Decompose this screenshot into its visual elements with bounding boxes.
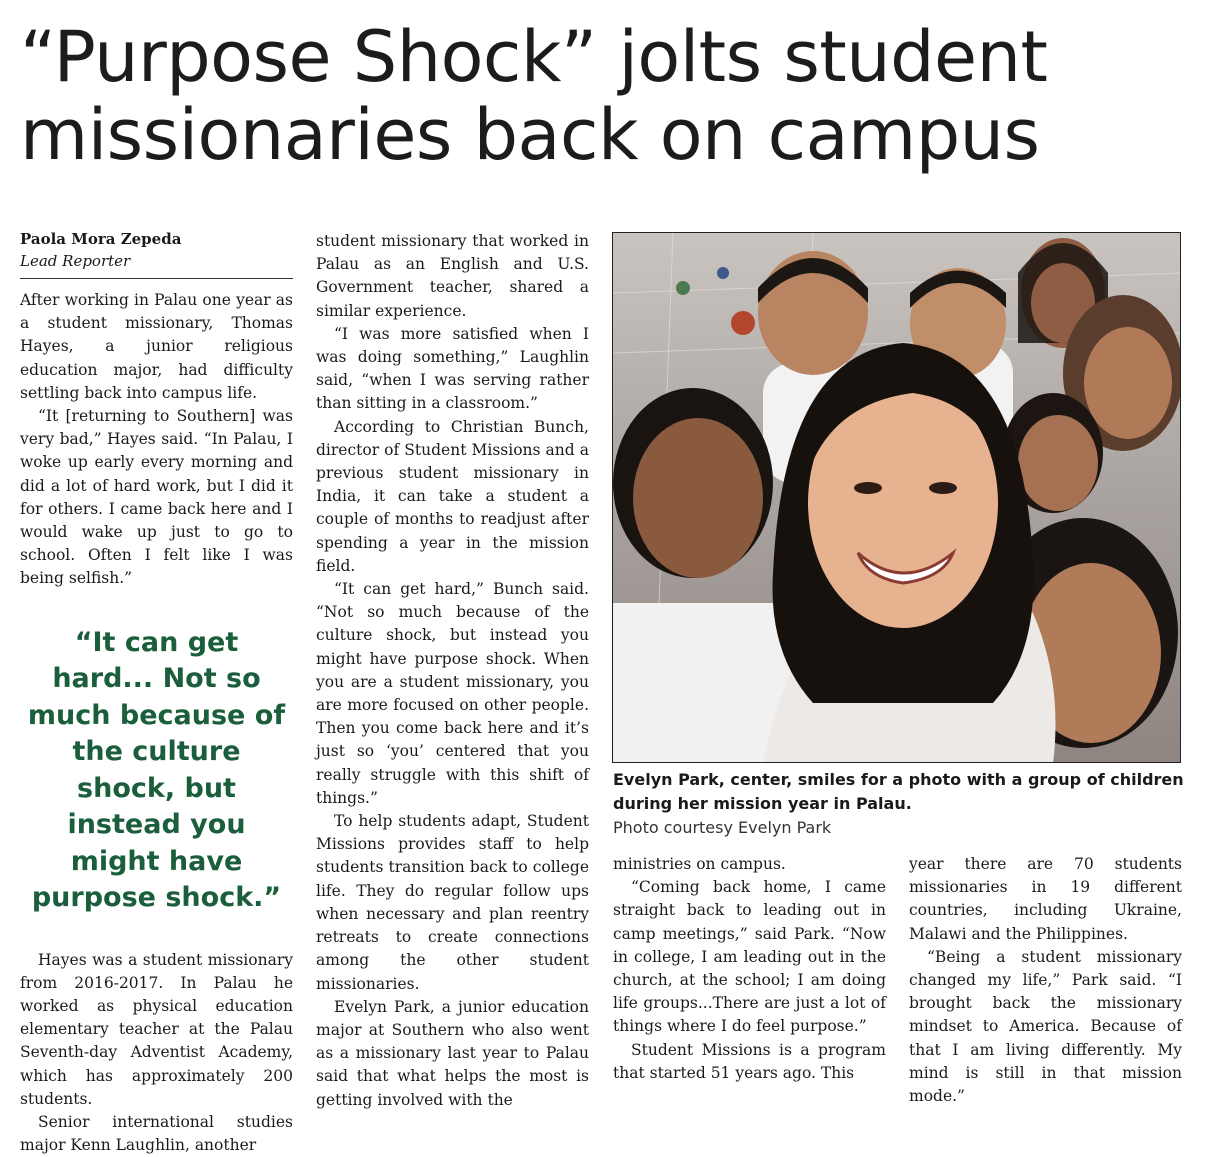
article-paragraph: year there are 70 students missionaries in 19 different countries, including Ukraine, Malawi and the Philippines. bbox=[909, 855, 1182, 943]
article-paragraph: “I was more satisfied when I was doing something,” Laughlin said, “when I was serving rather than sitting in a classroom.” bbox=[316, 324, 589, 413]
photo-caption bbox=[613, 768, 1188, 840]
article-photo bbox=[612, 232, 1181, 763]
author-name: Paola Mora Zepeda bbox=[20, 230, 182, 248]
headline: “Purpose Shock” jolts student missionaries back on campus bbox=[20, 16, 1048, 176]
article-paragraph: To help students adapt, Student Missions provides staff to help students transition back to college life. They do regular follow ups when necessary and plan reentry retreats to create connections among the other student missionaries. bbox=[316, 812, 589, 993]
column-2 bbox=[316, 230, 589, 1112]
article-paragraph: ministries on campus. bbox=[613, 855, 786, 873]
article-paragraph: “Being a student missionary changed my life,” Park said. “I brought back the missionary mindset to America. Because of that I am living differently. My mind is still in that mission mode.” bbox=[909, 947, 1182, 1106]
photo-credit: Photo courtesy Evelyn Park bbox=[613, 818, 832, 837]
article-paragraph: Student Missions is a program that started 51 years ago. This bbox=[613, 1040, 886, 1082]
author-role: Lead Reporter bbox=[20, 252, 131, 270]
article-paragraph: After working in Palau one year as a student missionary, Thomas Hayes, a junior religious education major, had difficulty settling back into campus life. bbox=[20, 291, 293, 402]
article-paragraph: Evelyn Park, a junior education major at Southern who also went as a missionary last year to Palau said that what helps the most is getting involved with the bbox=[316, 997, 589, 1109]
article-paragraph: “It can get hard,” Bunch said. “Not so much because of the culture shock, but instead you might have purpose shock. When you are a student missionary, you are more focused on other people. Then you come back here and it’s just so ‘you’ centered that you really struggle with this shift of things.” bbox=[316, 580, 589, 807]
article-paragraph: student missionary that worked in Palau as an English and U.S. Government teacher, shared a similar experience. bbox=[316, 232, 589, 320]
article-paragraph: Senior international studies major Kenn Laughlin, another bbox=[20, 1113, 293, 1155]
column-1 bbox=[20, 228, 293, 1157]
column-4 bbox=[909, 853, 1182, 1108]
pull-quote: “It can get hard... Not so much because of the culture shock, but instead you might have purpose shock.” bbox=[27, 626, 286, 914]
article-paragraph: “It [returning to Southern] was very bad,” Hayes said. “In Palau, I woke up early every morning and did a lot of hard work, but I did it for others. I came back here and I would wake up just to go to school. Often I felt like I was being selfish.” bbox=[20, 407, 293, 588]
article-paragraph: “Coming back home, I came straight back to leading out in camp meetings,” said Park. “Now in college, I am leading out in the church, at the school; I am doing life groups...There are just a lot of things where I do feel purpose.” bbox=[613, 878, 886, 1036]
article-paragraph: Hayes was a student missionary from 2016-2017. In Palau he worked as physical education elementary teacher at the Palau Seventh-day Adventist Academy, which has approximately 200 students. bbox=[20, 950, 293, 1108]
article-paragraph: According to Christian Bunch, director of Student Missions and a previous student missionary in India, it can take a student a couple of months to readjust after spending a year in the mission field. bbox=[316, 417, 589, 575]
photo-illustration bbox=[613, 233, 1181, 763]
column-3 bbox=[613, 853, 886, 1085]
byline bbox=[20, 228, 293, 279]
caption-text: Evelyn Park, center, smiles for a photo with a group of children during her mission year in Palau. bbox=[613, 770, 1184, 813]
